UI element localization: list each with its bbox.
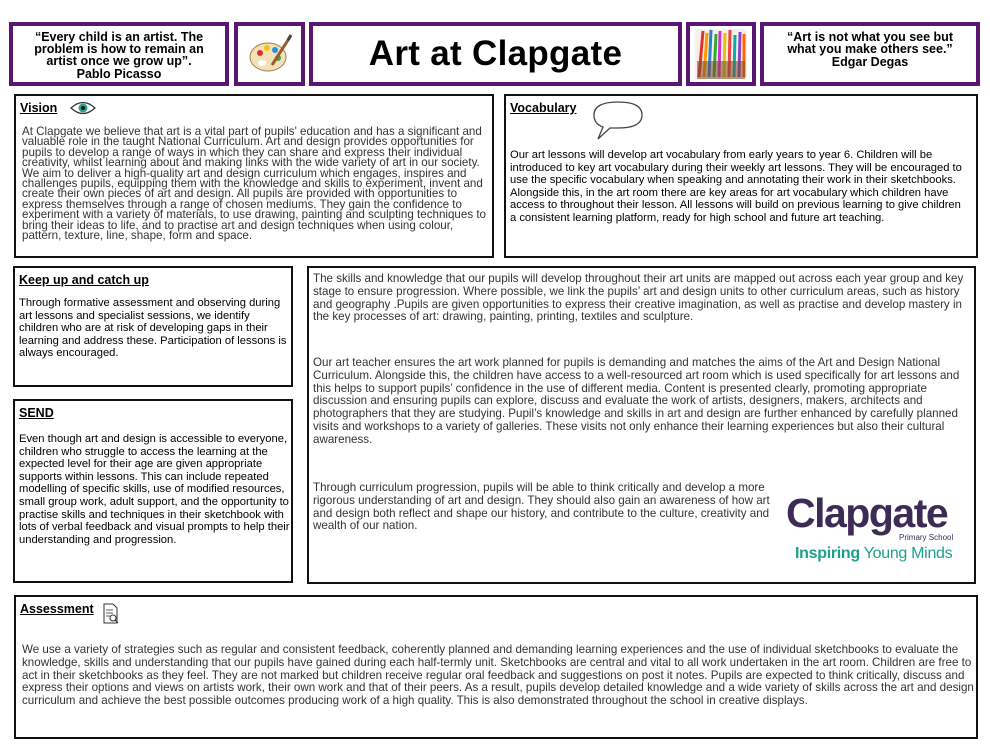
keep-up-heading: Keep up and catch up [19, 273, 149, 287]
keep-up-text: Through formative assessment and observing during art lessons and specialist sessions, we identify children who are at risk of developing gaps in their learning and address these. Participation of lessons is always encouraged. [19, 297, 287, 360]
quote-left-box [9, 22, 229, 86]
logo-tagline-bold: Inspiring [795, 545, 860, 562]
vocabulary-panel [504, 94, 978, 258]
send-text: Even though art and design is accessible to everyone, children who struggle to access the learning at the expected level for their age are given appropriate supports within lessons. This can include repeated modelling of specific skills, use of modified resources, small group work, adult support, and the opportunity to practise skills and techniques in their sketchbook with lots of verbal feedback and visual prompts to help their understanding and progression. [19, 433, 290, 546]
assessment-panel [14, 595, 978, 739]
brushes-box [686, 22, 756, 86]
vision-heading: Vision [20, 101, 58, 115]
logo-name: Clapgate [786, 490, 948, 536]
assessment-text: We use a variety of strategies such as regular and consistent feedback, coherently planned and demanding learning experiences and the use of individual sketchbooks to evaluate the knowledge, skills and understanding that our pupils have gained during each half-termly unit. Sketchbooks are central and vital to all work undertaken in the art room. Children are free to act in their sketchbooks as they feel. They are not marked but children receive regular oral feedback and suggestions on post it notes. Pupils are expected to think critically, discuss and express their options and views on artists work, their own work and that of their peers. As a result, pupils develop detailed knowledge and a wide variety of skills across the art and design curriculum and achieve the best possible outcomes producing work of a high quality. This is also demonstrated throughout the school in creative displays. [22, 643, 974, 708]
palette-box [234, 22, 305, 86]
title-box [309, 22, 682, 86]
quote-right-text: “Art is not what you see but what you make others see.” [787, 30, 953, 56]
curriculum-panel [307, 266, 976, 584]
logo-tagline [795, 545, 952, 563]
logo-tagline-rest: Young Minds [859, 545, 953, 562]
document-search-icon [102, 603, 120, 625]
quote-left-author: Pablo Picasso [76, 67, 162, 81]
palette-icon [248, 33, 292, 75]
vision-text: At Clapgate we believe that art is a vital part of pupils' education and has a significant and valuable role in the taught National Curriculum. Art and design provides opportunities for pupils to develop a range of ways in which they can share and express their individual creativity, whilst learning about and making links with the wide variety of art in our society. We aim to deliver a high-quality art and design curriculum which engages, inspires and challenges pupils, equipping them with the knowledge and skills to experiment, invent and create their own pieces of art and design. All pupils are provided with opportunities to express themselves through a range of chosen mediums. They gain the confidence to experiment with a variety of materials, to use drawing, painting and sculpting techniques to bring their ideas to life, and to practise art and design techniques when using colour, pattern, texture, line, shape, form and space. [22, 125, 487, 243]
eye-icon [70, 100, 96, 116]
quote-right-box [760, 22, 980, 86]
assessment-heading: Assessment [20, 602, 94, 616]
quote-left-text: “Every child is an artist. The problem is how to remain an artist once we grow up”. [34, 30, 204, 68]
vision-panel [14, 94, 494, 258]
quote-right-author: Edgar Degas [831, 55, 909, 69]
vocabulary-text: Our art lessons will develop art vocabulary from early years to year 6. Children will be introduced to key art vocabulary during their weekly art lessons. They will be encouraged to use the specific vocabulary when speaking and annotating their work in their sketchbooks. Alongside this, in the art room there are key areas for art vocabulary which children have access to throughout their lesson. All lessons will build on previous learning to give children a consistent learning platform, ready for high school and future art teaching. [510, 149, 962, 224]
send-panel [13, 399, 293, 583]
send-heading: SEND [19, 406, 54, 420]
speech-bubble-icon [590, 99, 646, 141]
curriculum-paragraph-3: Through curriculum progression, pupils will be able to think critically and develop a more rigorous understanding of art and design. They should also gain an awareness of how art and design both reflect and shape our history, and contribute to the culture, creativity and wealth of our nation. [313, 481, 770, 533]
vocabulary-heading: Vocabulary [510, 101, 577, 115]
logo-subtitle: Primary School [899, 533, 954, 542]
keep-up-panel [13, 266, 293, 387]
page-title: Art at Clapgate [368, 34, 623, 73]
curriculum-paragraph-2: Our art teacher ensures the art work planned for pupils is demanding and matches the aims of the Art and Design National Curriculum. Alongside this, the children have access to a well-resourced art room which is used specifically for art lessons and this helps to support pupils’ confidence in the use of different media. Content is presented clearly, promoting appropriate discussion and ensuring pupils can explore, discuss and evaluate the work of artists, designers, makers, architects and photographers that they are studying. Pupil’s knowledge and skills in art and design are further enhanced by carefully planned visits and workshops to a variety of galleries. These visits not only enhance their learning experiences but also their cultural awareness. [313, 356, 960, 446]
curriculum-paragraph-1: The skills and knowledge that our pupils will develop throughout their art units are mapped out across each year group and key stage to ensure progression. Where possible, we link the pupils’ art and design units to other curriculum areas, such as history and geography .Pupils are given opportunities to express their creative imagination, as well as practise and develop mastery in the key processes of art: drawing, painting, printing, textiles and sculpture. [313, 272, 964, 324]
paintbrushes-icon [693, 27, 749, 81]
